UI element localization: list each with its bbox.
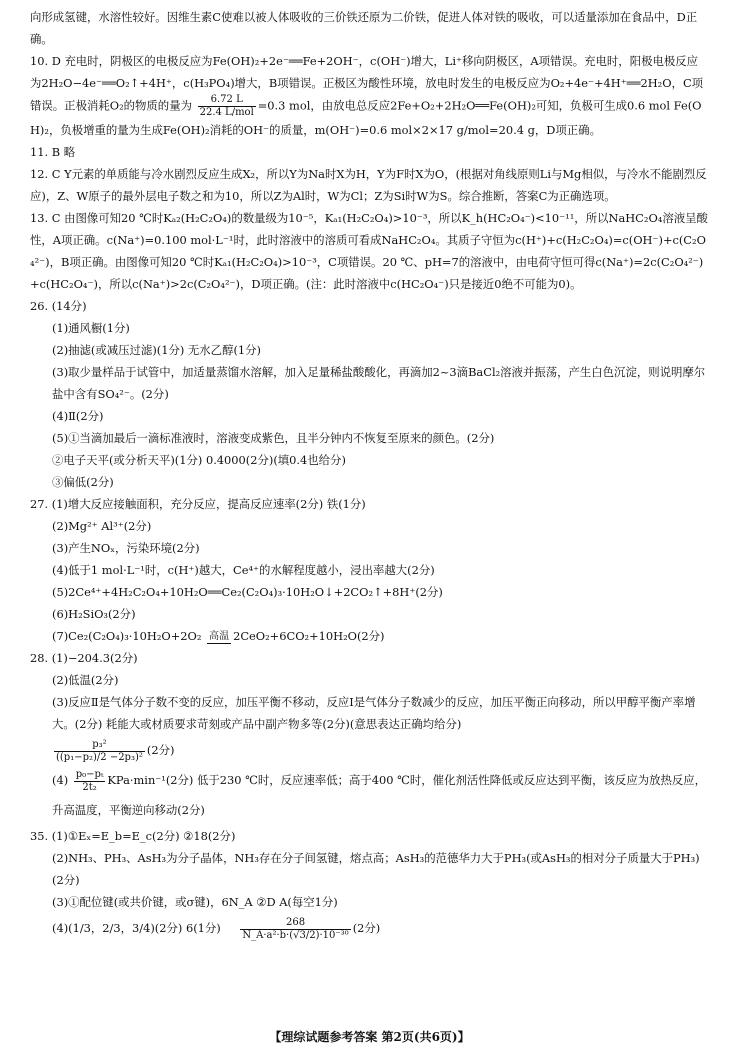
fraction-numerator: 6.72 L [198,94,256,107]
answer-13: 13. C 由图像可知20 ℃时Kₐ₂(H₂C₂O₄)的数量级为10⁻⁵，Kₐ₁(H₂C₂O₄)>10⁻³，所以K_h(HC₂O₄⁻)<10⁻¹¹，所以NaHC₂O₄溶液呈酸性，A项正确。c(Na⁺)=0.100 mol·L⁻¹时，此时溶液中的溶质可看成NaHC₂O₄。其质子守恒为c(H⁺)+c(H₂C₂O₄)=c(OH⁻)+c(C₂O₄²⁻)，B项正确。由图像可知20 ℃时Kₐ₁(H₂C₂O₄)>10⁻³，C项错误。20 ℃、pH=7的溶液中，由电荷守恒可得c(Na⁺)=2c(C₂O₄²⁻)+c(HC₂O₄⁻)，所以c(Na⁺)>2c(C₂O₄²⁻)，D项正确。(注：此时溶液中c(HC₂O₄⁻)只是接近0绝不可能为0)。 [30,211,708,291]
kp-expression [30,735,709,765]
text-line: (2)NH₃、PH₃、AsH₃为分子晶体，NH₃存在分子间氢键，熔点高；AsH₃的范德华力大于PH₃(或AsH₃的相对分子质量大于PH₃)(2分) [52,851,700,887]
answer-28: 28. (1)−204.3(2分) [30,651,138,665]
rate-expression [30,765,709,825]
fraction-numerator: 268 [240,917,350,930]
text-line: 10. D 充电时，阴极区的电极反应为Fe(OH)₂+2e⁻══Fe+2OH⁻，c(OH⁻)增大，Li⁺移向阴极区，A项错误。充电时，阳极电极反应为2H₂O−4e⁻══O₂↑+4H⁺，c(H₃PO₄)增大，B项错误。正极区为酸性环境，放电时发生的电极反应为O₂+4e⁻+4H⁺══2H₂O，C项错误。正极消耗O₂的物质的量为 [30,54,704,113]
answer-35: 35. (1)①Eₓ=E_b=E_c(2分) ②18(2分) [30,829,236,843]
text-line: (3)取少量样品于试管中，加适量蒸馏水溶解，加入足量稀盐酸酸化，再滴加2~3滴BaCl₂溶液并振荡，产生白色沉淀，则说明摩尔盐中含有SO₄²⁻。(2分) [52,365,706,401]
answer-10 [30,50,709,141]
text-line: (5)2Ce⁴⁺+4H₂C₂O₄+10H₂O══Ce₂(C₂O₄)₃·10H₂O↓+2CO₂↑+8H⁺(2分) [52,585,443,599]
text-line: (2分) [146,743,175,757]
fraction-denominator: ((p₁−p₂)/2 −2p₃)² [56,751,143,763]
text-line: =0.3 mol，由放电总反应2Fe+O₂+2H₂O══Fe(OH)₂可知，负极可生成0.6 mol Fe(OH)₂，负极增重的量为生成Fe(OH)₂消耗的OH⁻的质量，m(OH⁻)=0.6 mol×2×17 g/mol=20.4 g，D项正确。 [30,98,702,137]
answer-26-header: 26. (14分) [30,299,87,313]
equation-line [30,625,709,647]
answer-12: 12. C Y元素的单质能与冷水剧烈反应生成X₂，所以Y为Na时X为H，Y为F时X为O，(根据对角线原则Li与Mg相似，与冷水不能剧烈反应)，Z、W原子的最外层电子数之和为10，所以Z为Al时，W为Cl；Z为Si时W为S。综合推断，答案C为正确选项。 [30,167,707,203]
text-line: ③偏低(2分) [52,475,114,489]
high-temp-arrow [207,631,231,644]
text-line: (5)①当滴加最后一滴标准液时，溶液变成紫色，且半分钟内不恢复至原来的颜色。(2分) [52,431,495,445]
fraction-denominator: 22.4 L/mol [199,107,254,118]
condition-label: 高温 [209,630,230,642]
fraction-rate [74,769,106,794]
answer-11: 11. B 略 [30,145,76,159]
text-line: (6)H₂SiO₃(2分) [52,607,136,621]
text-line: (7)Ce₂(C₂O₄)₃·10H₂O+2O₂ [52,629,202,643]
text-line: ②电子天平(或分析天平)(1分) 0.4000(2分)(填0.4也给分) [52,453,346,467]
fraction-numerator: p₀−pₜ [75,768,104,780]
text-line: (2)Mg²⁺ Al³⁺(2分) [52,519,152,533]
text-line: (2)低温(2分) [52,673,119,687]
text-line: (3)产生NOₓ，污染环境(2分) [52,541,200,555]
page-footer: 【理综试题参考答案 第2页(共6页)】 [269,1030,470,1044]
fraction-denominator: 2t₂ [82,781,97,793]
text-line: (4)低于1 mol·L⁻¹时，c(H⁺)越大，Ce⁴⁺的水解程度越小，浸出率越大(2分) [52,563,435,577]
text-line: 向形成氢键，水溶性较好。因维生素C使难以被人体吸收的三价铁还原为二价铁，促进人体对铁的吸收，可以适量添加在食品中，D正确。 [30,10,698,46]
text-line: (1)通风橱(1分) [52,321,130,335]
density-expression [30,913,709,943]
text-line: 2CeO₂+6CO₂+10H₂O(2分) [233,629,385,643]
text-line: (2分) [352,921,381,935]
text-line: (4)Ⅱ(2分) [52,409,104,423]
fraction-denominator: N_A·a²·b·(√3/2)·10⁻³⁰ [242,929,349,941]
fraction-kp [54,739,145,764]
fraction-numerator: p₃² [54,739,145,752]
text-line: (3)反应Ⅱ是气体分子数不变的反应，加压平衡不移动，反应Ⅰ是气体分子数减少的反应，加压平衡正向移动，所以甲醇平衡产率增大。(2分) 耗能大或材质要求苛刻或产品中副产物多等(2分)(意思表达正确均给分) [52,695,696,731]
text-line: (4)(1/3，2/3，3/4)(2分) 6(1分) [52,921,221,935]
answer-27: 27. (1)增大反应接触面积，充分反应，提高反应速率(2分) 铁(1分) [30,497,366,511]
fraction-o2 [198,94,256,119]
text-line: (2)抽滤(或减压过滤)(1分) 无水乙醇(1分) [52,343,261,357]
text-line: (3)①配位键(或共价键，或σ键)，6N_A ②D A(每空1分) [52,895,338,909]
text-line: KPa·min⁻¹(2分) 低于230 ℃时，反应速率低；高于400 ℃时，催化剂活性降低或反应达到平衡，该反应为放热反应，升高温度，平衡逆向移动(2分) [52,773,707,817]
fraction-density [240,917,350,942]
text-line: (4) [52,773,69,787]
